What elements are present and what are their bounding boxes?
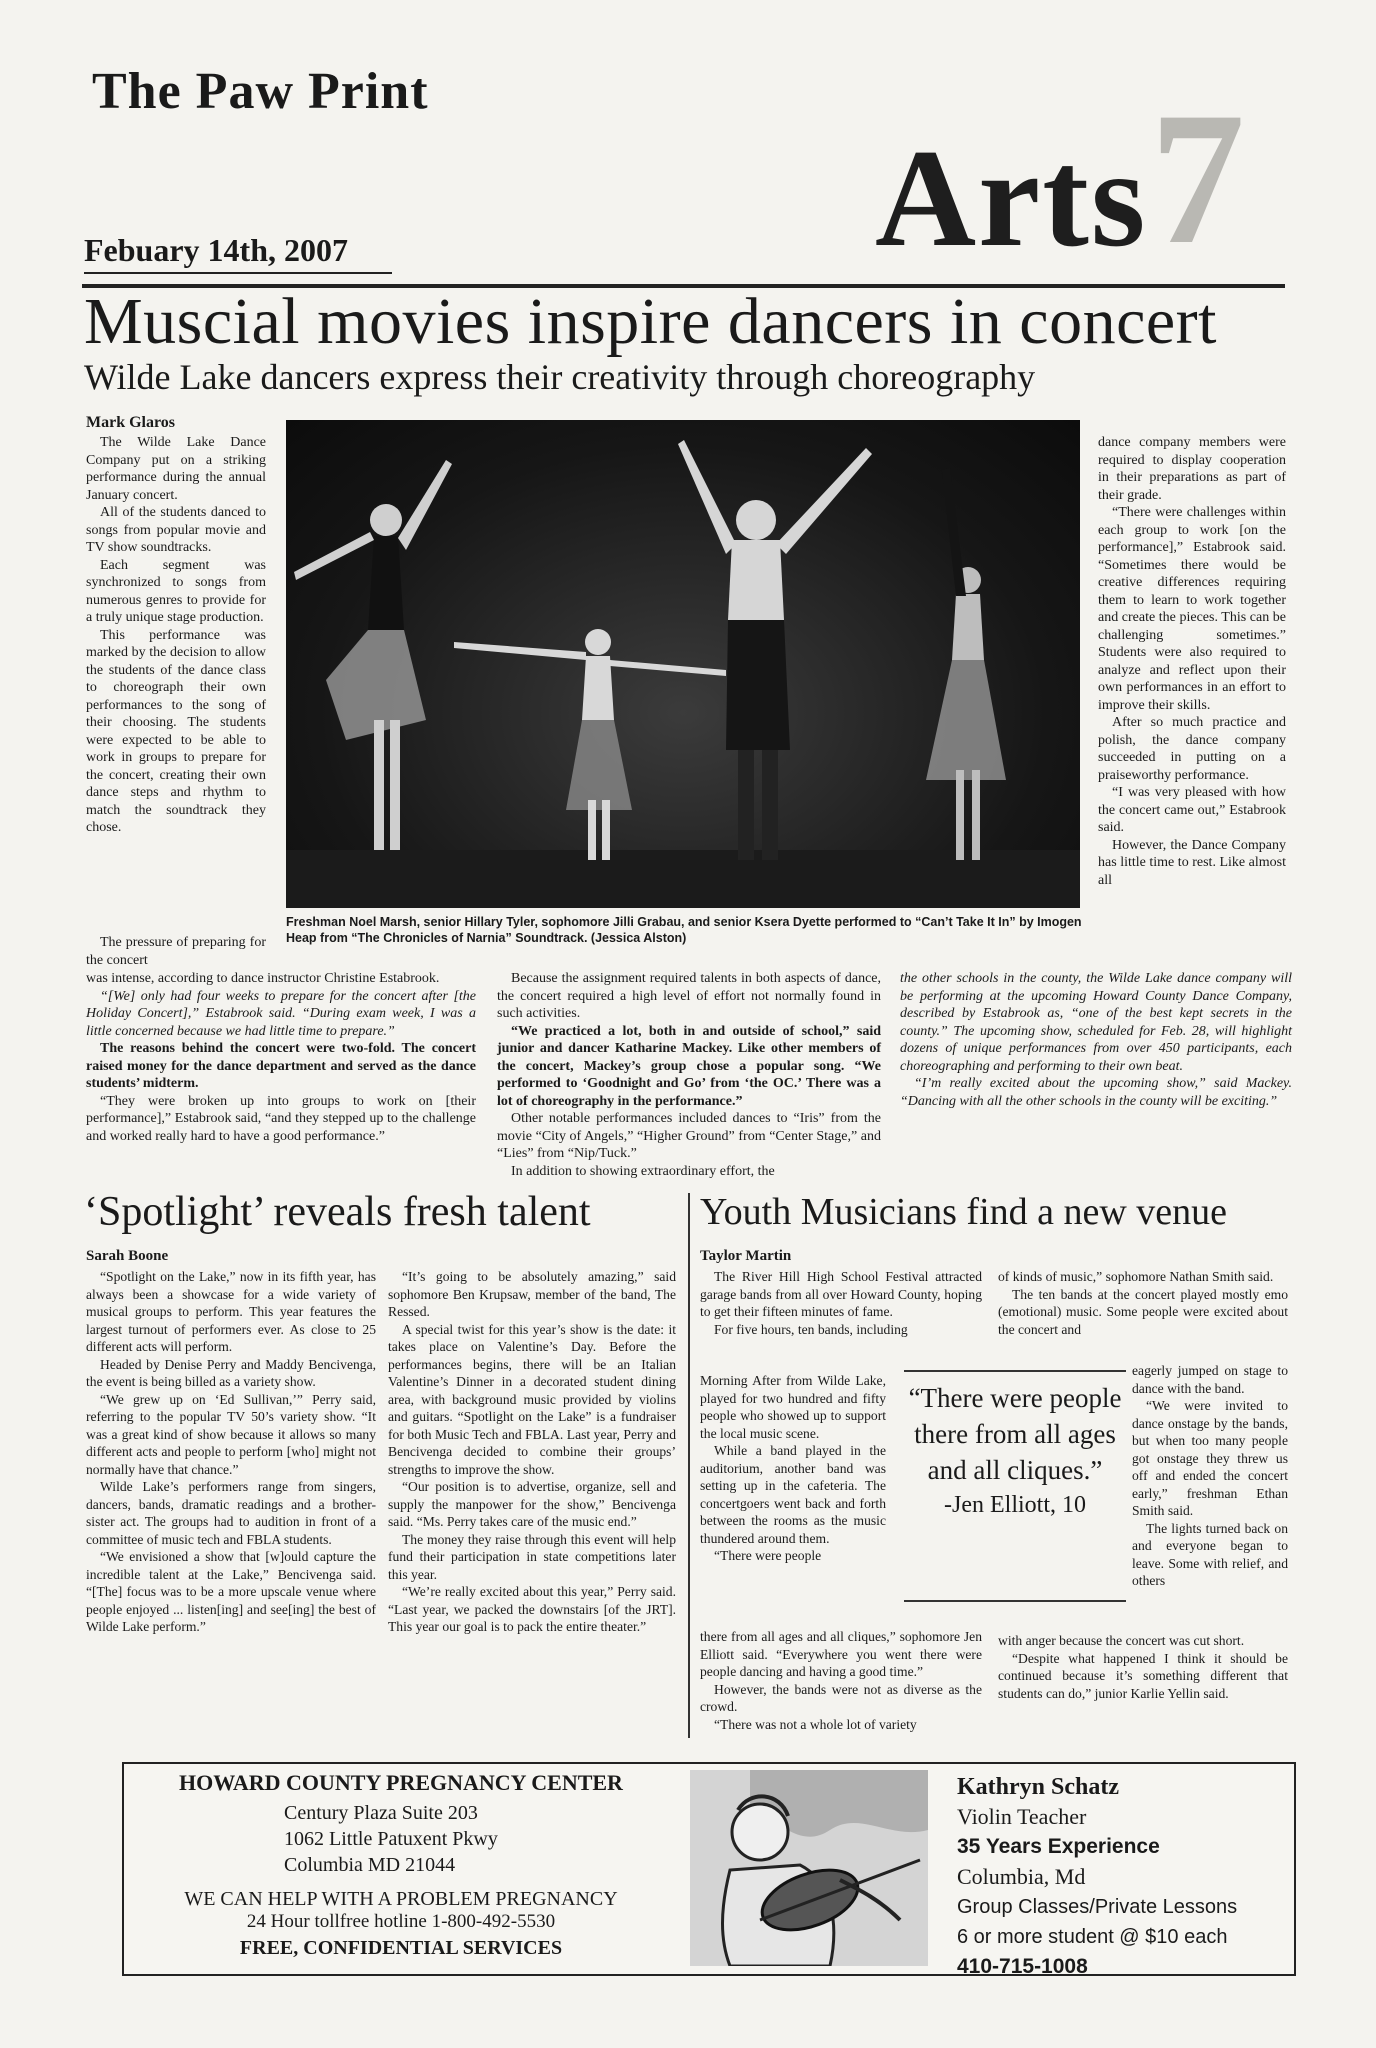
violinist-illustration [690,1770,928,1966]
paragraph: “I was very pleased with how the concert came out,” Estabrook said. [1098,785,1286,835]
paragraph: “We practiced a lot, both in and outside of school,” said junior and dancer Katharine Mackey. Like other members of the concert, Mackey’s group chose a popular song. “We performed to ‘Goodnight and Go’ from ‘the OC.’ There was a lot of choreography in the performance.” [497,1023,881,1109]
paragraph: However, the Dance Company has little time to rest. Like almost all [1098,837,1286,888]
paragraph: For five hours, ten bands, including [714,1321,908,1337]
pull-quote-rule-bottom [904,1600,1126,1602]
paragraph: A special twist for this year’s show is the date: it takes place on Valentine’s Day. Before the performances begins, there will be an Italian Valentine’s Dinner in a decorated student dining area, with background music provided by violins and guitars. “Spotlight on the Lake” is a fundraiser for both Music Tech and FBLA. Last year, Perry and Bencivenga decided to combine their groups’ strengths to improve the show. [388,1321,676,1477]
dance-photo [286,420,1080,908]
paragraph: The lights turned back on and everyone began to leave. Some with relief, and others [1132,1520,1288,1588]
paragraph: Morning After from Wilde Lake, played for two hundred and fifty people who showed up to support the local music scene. [700,1373,886,1441]
ad-classes: Group Classes/Private Lessons [957,1896,1238,1918]
paragraph: “Our position is to advertise, organize, sell and supply the manpower for the show,” Bencivenga said. “Ms. Perry takes care of the music end.” [388,1479,676,1529]
paragraph: In addition to showing extraordinary effort, the [511,1163,775,1179]
musicians-column-1-bottom [700,1628,982,1733]
paragraph: “I’m really excited about the upcoming show,” said Mackey. “Dancing with all the other schools in the county will be exciting.” [900,1076,1292,1109]
paragraph: “[We] only had four weeks to prepare for the concert after [the Holiday Concert],” Estabrook said. “During exam week, I was a little concerned because we had little time to prepare.” [86,988,476,1039]
paragraph: “There was not a whole lot of variety [714,1716,917,1732]
paragraph: “We envisioned a show that [w]ould capture the incredible talent at the Lake,” Bencivenga said. “[The] focus was to be a more upscale venue where people enjoyed ... listen[ing] and see[ing] the best of Wilde Lake perform.” [86,1549,376,1634]
paragraph: eagerly jumped on stage to dance with the band. [1132,1363,1288,1396]
violin-teacher-ad [957,1772,1287,1982]
lead-bottom-column-b [497,970,881,1180]
column-divider [688,1193,690,1738]
paragraph: Wilde Lake’s performers range from singers, dancers, bands, dramatic readings and a brother-sister act. The groups had to audition in front of a committee of music tech and FBLA students. [86,1479,376,1547]
ad-role: Violin Teacher [957,1804,1087,1829]
ads-box [122,1762,1296,1976]
date-underline [84,272,392,274]
ad-hotline: 24 Hour tollfree hotline 1-800-492-5530 [246,1911,556,1932]
ad-name: Kathryn Schatz [957,1774,1119,1800]
paragraph: with anger because the concert was cut short. [998,1633,1245,1648]
paragraph: The pressure of preparing for the concert [86,935,266,968]
lead-bottom-column-a [86,970,476,1145]
lead-subhead: Wilde Lake dancers express their creativity through choreography [84,357,1036,397]
musicians-column-2-top [998,1268,1288,1338]
masthead-title: The Paw Print [92,63,429,120]
ad-title: HOWARD COUNTY PREGNANCY CENTER [179,1770,623,1795]
issue-date: Febuary 14th, 2007 [84,232,348,268]
paragraph: This performance was marked by the decision to allow the students of the dance class to choreograph their own performances to the song of their choosing. The students were expected to be able to work in groups to prepare for the concert, creating their own dance steps and rhythm to match the soundtrack they chose. [86,627,266,835]
spotlight-column-1 [86,1268,376,1636]
ad-phone: 410-715-1008 [957,1955,1088,1978]
musicians-column-2-mid [1132,1362,1288,1590]
paragraph: “We’re really excited about this year,” Perry said. “Last year, we packed the downstairs [of the JRT]. This year our goal is to pack the entire theater.” [388,1584,676,1634]
paragraph: “There were challenges within each group to work [on the performance],” Estabrook said. “Sometimes there would be creative differences requiring them to learn to work together and create the pieces. This can be challenging sometimes.” Students were also required to analyze and reflect upon their own performances in an effort to improve their skills. [1098,505,1286,713]
paragraph: The money they raise through this event will help fund their participation in state competitions later this year. [388,1531,676,1582]
paragraph: However, the bands were not as diverse as the crowd. [700,1681,982,1714]
paragraph: was intense, according to dance instructor Christine Estabrook. [86,971,440,986]
paragraph: “We grew up on ‘Ed Sullivan,’” Perry said, referring to the popular TV 50’s variety show. “It was a great kind of show because it allows so many different acts and people to perform [who] might not normally have that chance.” [86,1391,376,1477]
musicians-byline: Taylor Martin [700,1248,792,1264]
paragraph: dance company members were required to display cooperation in their preparations as part of their grade. [1098,435,1286,503]
page-number: 7 [1150,74,1245,284]
musicians-column-1-top [700,1268,982,1338]
lead-byline: Mark Glaros [86,414,176,431]
lead-bottom-column-c [900,970,1292,1110]
ad-services: FREE, CONFIDENTIAL SERVICES [239,1937,563,1959]
ad-address-line: Century Plaza Suite 203 [284,1802,478,1824]
musicians-headline: Youth Musicians find a new venue [700,1191,1228,1233]
paragraph: The reasons behind the concert were two-fold. The concert raised money for the dance department and served as the dance students’ midterm. [86,1041,476,1091]
paragraph: While a band played in the auditorium, another band was setting up in the cafeteria. The concertgoers went back and forth between the rooms as the music thundered around them. [700,1443,886,1546]
paragraph: “It’s going to be absolutely amazing,” said sophomore Ben Krupsaw, member of the band, The Ressed. [388,1269,676,1319]
ad-offer: 6 or more student @ $10 each [957,1926,1228,1948]
ad-tagline: WE CAN HELP WITH A PROBLEM PREGNANCY [184,1888,618,1910]
lead-headline: Muscial movies inspire dancers in concert [84,285,1217,358]
paragraph: The ten bands at the concert played mostly emo (emotional) music. Some people were excited about the concert and [998,1286,1288,1337]
paragraph: All of the students danced to songs from popular movie and TV show soundtracks. [86,505,266,555]
paragraph: Headed by Denise Perry and Maddy Bencivenga, the event is being billed as a variety show. [86,1356,376,1389]
paragraph: Because the assignment required talents in both aspects of dance, the concert required a high level of effort not normally found in such activities. [497,971,881,1021]
paragraph: The River Hill High School Festival attracted garage bands from all over Howard County, hoping to get their fifteen minutes of fame. [700,1269,982,1319]
pull-quote [904,1380,1126,1519]
ad-address-line: 1062 Little Patuxent Pkwy [284,1828,498,1850]
spotlight-headline: ‘Spotlight’ reveals fresh talent [84,1189,591,1235]
paragraph: the other schools in the county, the Wilde Lake dance company will be performing at the upcoming Howard County Dance Company, described by Estabrook as, “one of the best kept secrets in the county.” The upcoming show, scheduled for Feb. 28, will highlight dozens of unique performances from over 450 participants, each choreographing and performing to their own beat. [900,971,1292,1074]
spotlight-column-2 [388,1268,676,1636]
paragraph: “We were invited to dance onstage by the bands, but when too many people got onstage they threw us off and ended the concert early,” freshman Ethan Smith said. [1132,1398,1288,1518]
lead-column-left [86,434,266,837]
section-name: Arts [875,121,1148,276]
dance-photo-illustration [286,420,1080,908]
photo-caption: Freshman Noel Marsh, senior Hillary Tyler, sophomore Jilli Grabau, and senior Ksera Dyette performed to “Can’t Take It In” by Imogen Heap from “The Chronicles of Narnia” Soundtrack. (Jessica Alston) [286,915,1082,945]
pull-quote-attribution: -Jen Elliott, 10 [944,1492,1086,1518]
paragraph: The Wilde Lake Dance Company put on a striking performance during the annual January concert. [86,435,266,503]
pregnancy-center-ad [124,1764,678,1974]
lead-column-right [1098,434,1286,889]
lead-column-left-end [86,934,266,969]
ad-location: Columbia, Md [957,1864,1086,1889]
paragraph: “Spotlight on the Lake,” now in its fifth year, has always been a showcase for a wide variety of musical groups to perform. This year features the largest turnout of performers ever. As close to 25 different acts will perform. [86,1269,376,1354]
paragraph: “There were people [714,1548,822,1563]
musicians-column-2-bottom [998,1632,1288,1702]
paragraph: there from all ages and all cliques,” sophomore Jen Elliott said. “Everywhere you went there were people dancing and having a good time.” [700,1629,982,1679]
paragraph: Each segment was synchronized to songs from numerous genres to provide for a truly unique stage production. [86,557,266,625]
paragraph: Other notable performances included dances to “Iris” from the movie “City of Angels,” “Higher Ground” from “Center Stage,” and “Lies” from “Nip/Tuck.” [497,1111,881,1161]
musicians-column-1-mid [700,1372,886,1565]
ad-address-line: Columbia MD 21044 [284,1854,456,1876]
pull-quote-text: “There were people there from all ages and all cliques.” [908,1383,1122,1485]
paragraph: of kinds of music,” sophomore Nathan Smith said. [998,1269,1274,1284]
paragraph: “Despite what happened I think it should be continued because it’s something different that students can do,” junior Karlie Yellin said. [998,1650,1288,1701]
ad-experience: 35 Years Experience [957,1835,1160,1858]
spotlight-byline: Sarah Boone [86,1248,169,1264]
paragraph: After so much practice and polish, the dance company succeeded in putting on a praiseworthy performance. [1098,715,1286,783]
paragraph: “They were broken up into groups to work on [their performance],” Estabrook said, “and they stepped up to the challenge and worked really hard to have a good performance.” [86,1093,476,1144]
pull-quote-rule-top [904,1370,1126,1372]
